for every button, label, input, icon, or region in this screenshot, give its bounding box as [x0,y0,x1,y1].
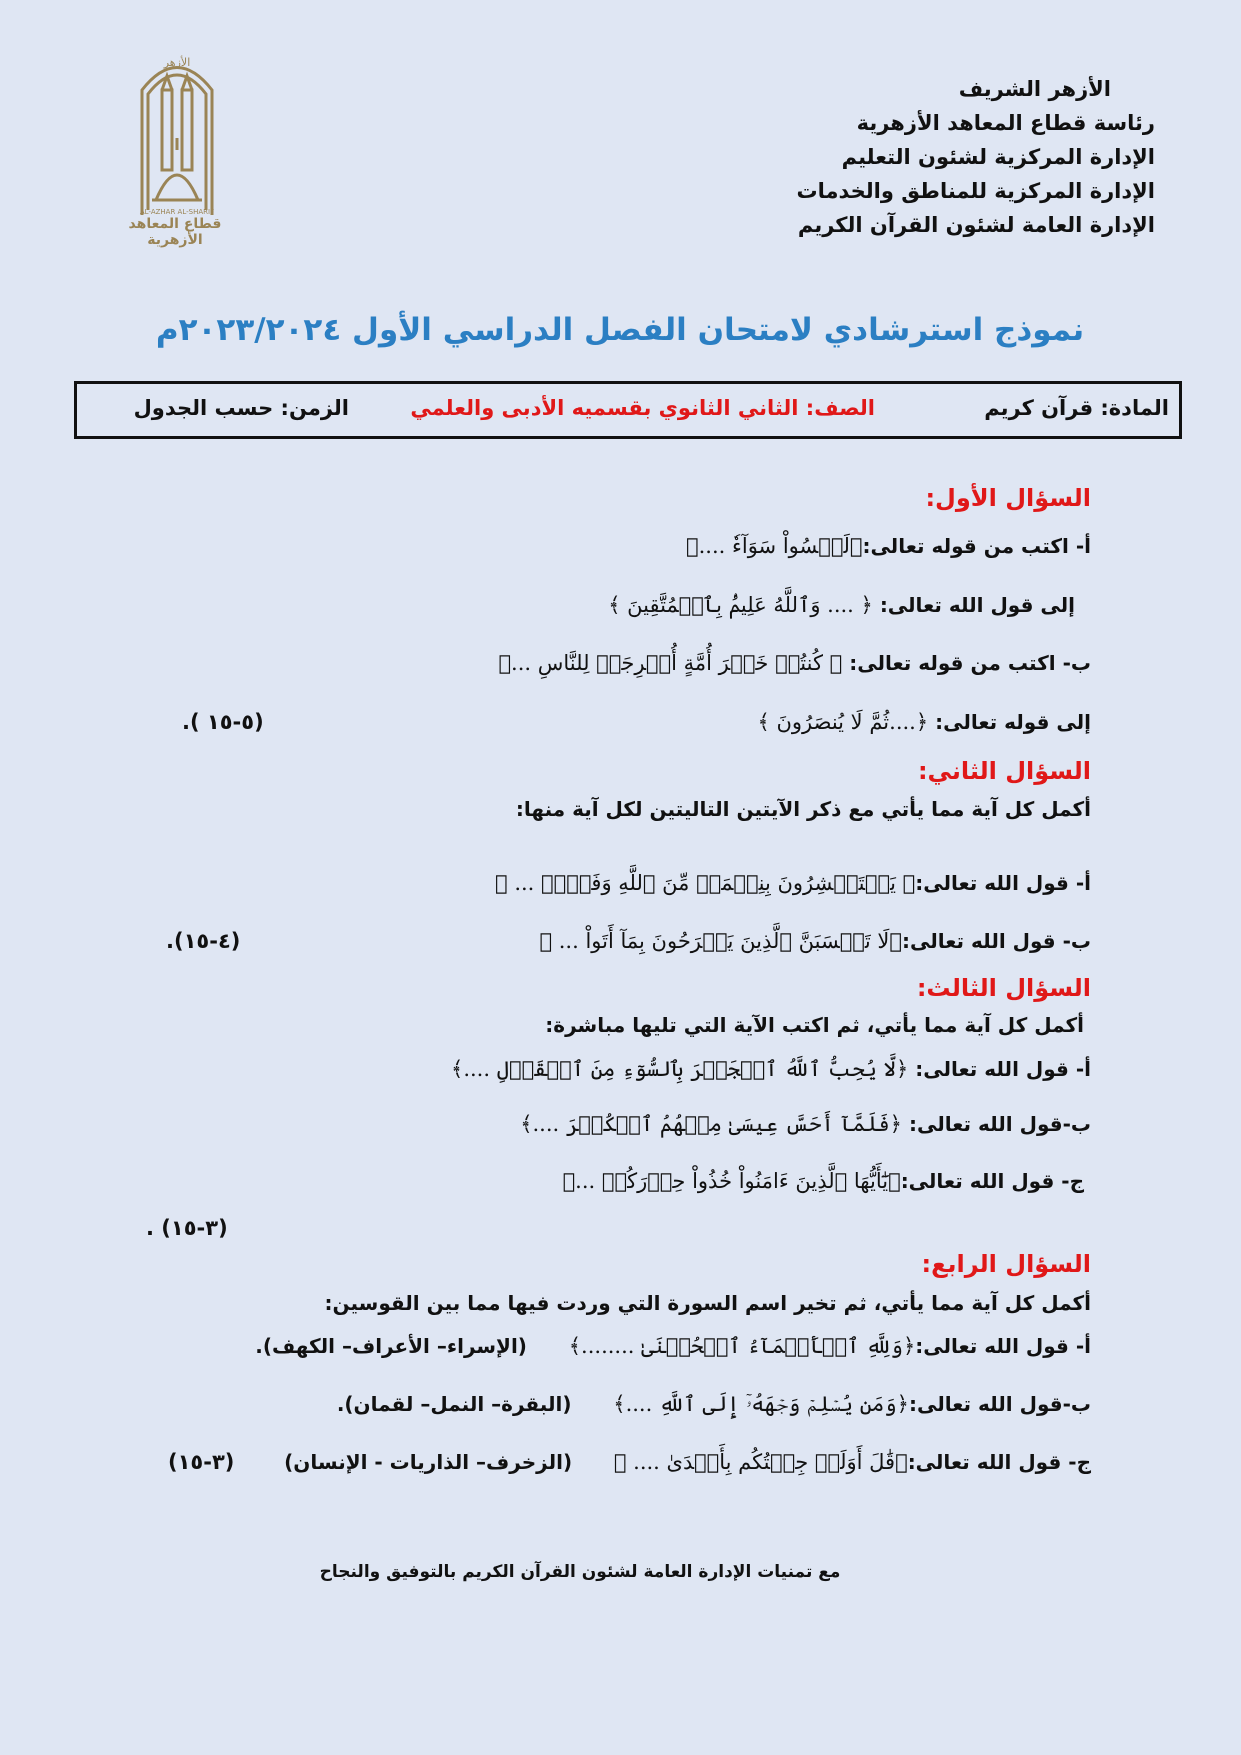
q4-b-options: (البقرة– النمل– لقمان). [336,1392,572,1416]
logo-caption: قطاع المعاهد الأزهرية [128,216,222,248]
header-line-regions: الإدارة المركزية للمناطق والخدمات [796,179,1155,203]
q3-a-label: أ- قول الله تعالى: [915,1057,1091,1081]
q3-instruction: أكمل كل آية مما يأتي، ثم اكتب الآية التي تليها مباشرة: [545,1013,1084,1037]
q3-c [563,1169,1084,1193]
q3-b-label: ب-قول الله تعالى: [908,1112,1091,1136]
q2-b [539,929,1091,953]
header-line-education: الإدارة المركزية لشئون التعليم [841,145,1155,169]
q4-c [284,1450,1091,1474]
q3-b [520,1112,1091,1136]
q4-b [337,1392,1091,1417]
q2-a-verse: ﴿ يَسۡتَبۡشِرُونَ بِنِعۡمَةٖ مِّنَ ٱللَّهِ وَفَضۡلٖ ... ﴾ [495,871,916,895]
q1-b1-verse: ﴿ كُنتُمۡ خَيۡرَ أُمَّةٍ أُخۡرِجَتۡ لِلنَّاسِ ...﴾ [498,651,843,675]
header-line-azhar: الأزهر الشريف [958,77,1111,101]
exam-title: نموذج استرشادي لامتحان الفصل الدراسي الأول ٢٠٢٣/٢٠٢٤م [155,312,1085,348]
q1-title: السؤال الأول: [925,484,1091,512]
logo-latin-text: AL-AZHAR AL-SHARIF [139,208,215,216]
header-lines [797,72,1155,242]
q1-b1 [498,651,1091,675]
info-time: الزمن: حسب الجدول [133,396,349,420]
q2-title: السؤال الثاني: [917,757,1091,785]
mosque-emblem-icon [112,50,242,220]
q1-mark: (٥-١٥ ). [182,710,264,734]
logo-arabic-text: الأزهر [163,56,191,69]
q4-instruction: أكمل كل آية مما يأتي، ثم تخير اسم السورة التي وردت فيها مما بين القوسين: [324,1291,1091,1315]
header-line-quran: الإدارة العامة لشئون القرآن الكريم [797,213,1155,237]
q1-a2 [608,593,1075,617]
q4-c-label: ج- قول الله تعالى: [907,1450,1091,1474]
q1-b2 [757,710,1091,734]
q2-mark: (٤-١٥). [166,929,241,953]
q4-title: السؤال الرابع: [921,1250,1091,1278]
q3-title: السؤال الثالث: [916,974,1091,1002]
footer-wishes: مع تمنيات الإدارة العامة لشئون القرآن الكريم بالتوفيق والنجاح [319,1562,841,1582]
q2-instruction: أكمل كل آية مما يأتي مع ذكر الآيتين التاليتين لكل آية منها: [515,797,1091,821]
q2-b-verse: ﴿لَا تَحۡسَبَنَّ ٱلَّذِينَ يَفۡرَحُونَ بِمَآ أَتَواْ ... ﴾ [539,929,903,953]
q4-c-verse: ﴿قَٰلَ أَوَلَوۡ جِئۡتُكُم بِأَهۡدَىٰ .... ﴾ [613,1450,908,1474]
q1-a1-label: أ- اكتب من قوله تعالى: [862,534,1091,558]
q3-mark: (٣-١٥) . [146,1216,228,1240]
q4-a-options: (الإسراء– الأعراف– الكهف). [255,1334,527,1358]
q1-b1-label: ب- اكتب من قوله تعالى: [849,651,1091,675]
q1-b2-label: إلى قوله تعالى: [935,710,1091,734]
q1-a1-verse: ﴿لَيۡسُواْ سَوَآءٗ ....﴾ [686,534,863,558]
q2-a [495,871,1091,895]
q1-a1 [686,534,1091,558]
q4-b-verse: ﴿وَمَن يُسۡلِمۡ وَجۡهَهُۥٓ إِلَى ٱللَّهِ ....﴾ [613,1392,909,1416]
exam-info-box [74,381,1182,439]
q4-mark: (٣-١٥) [168,1450,235,1474]
q1-a2-verse: ﴿ .... وَٱللَّهُ عَلِيمُۢ بِٱلۡمُتَّقِينَ ﴾ [608,593,873,617]
q4-b-label: ب-قول الله تعالى: [908,1392,1091,1416]
q3-a [451,1057,1091,1081]
q3-c-verse: ﴿يَٰٓأَيُّهَا ٱلَّذِينَ ءَامَنُواْ خُذُواْ حِذۡرَكُمۡ ...﴾ [562,1169,901,1193]
q4-a-verse: ﴿وَلِلَّهِ ٱلۡأَسۡمَآءُ ٱلۡحُسۡنَىٰ ........﴾ [568,1334,916,1358]
q3-b-verse: ﴿فَلَمَّآ أَحَسَّ عِيسَىٰ مِنۡهُمُ ٱلۡكُفۡرَ ....﴾ [520,1112,902,1136]
q2-b-label: ب- قول الله تعالى: [902,929,1091,953]
q3-a-verse: ﴿لَّا يُحِبُّ ٱللَّهُ ٱلۡجَهۡرَ بِٱلسُّوٓءِ مِنَ ٱلۡقَوۡلِ ....﴾ [451,1057,909,1081]
info-grade: الصف: الثاني الثانوي بقسميه الأدبى والعلمي [410,396,875,420]
q3-c-label: ج- قول الله تعالى: [900,1169,1084,1193]
q4-a-label: أ- قول الله تعالى: [915,1334,1091,1358]
header-line-sector: رئاسة قطاع المعاهد الأزهرية [856,111,1155,135]
q4-a [255,1334,1091,1358]
q1-b2-verse: ﴿....ثُمَّ لَا يُنصَرُونَ ﴾ [757,710,929,734]
info-subject: المادة: قرآن كريم [984,396,1169,420]
q1-a2-label: إلى قول الله تعالى: [879,593,1075,617]
q2-a-label: أ- قول الله تعالى: [915,871,1091,895]
q4-c-options: (الزخرف– الذاريات - الإنسان) [284,1450,573,1474]
azhar-logo [112,50,242,240]
